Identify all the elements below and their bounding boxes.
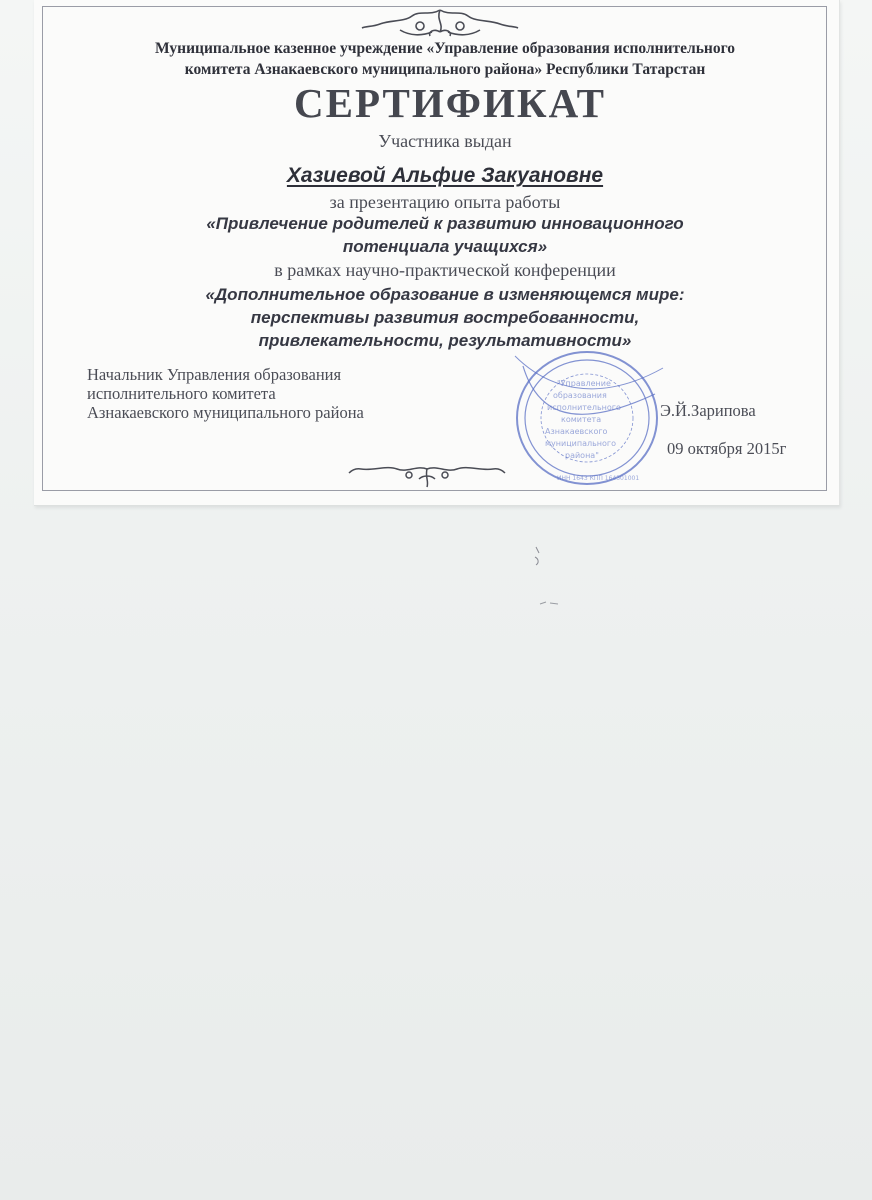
issue-date: 09 октября 2015г <box>667 439 787 458</box>
scan-smudge-icon <box>533 545 543 567</box>
conference-title-line1: «Дополнительное образование в изменяющемся мире: <box>205 285 685 304</box>
official-stamp-icon <box>505 346 665 501</box>
issuer-header <box>60 38 830 80</box>
conference-label: в рамках научно-практической конференции <box>274 260 616 280</box>
bottom-ornament-icon <box>347 463 507 491</box>
work-title-line1: «Привлечение родителей к развитию инновационного <box>206 214 684 233</box>
signatory-line3: Азнакаевского муниципального района <box>87 403 364 422</box>
scan-smudge-icon <box>538 594 562 602</box>
signatory-line2: исполнительного комитета <box>87 384 276 403</box>
svg-text:муниципального: муниципального <box>545 439 617 448</box>
svg-text:Азнакаевского: Азнакаевского <box>545 427 608 436</box>
recipient-name: Хазиевой Альфие Закуановне <box>286 164 604 187</box>
certificate-title: СЕРТИФИКАТ <box>294 80 606 126</box>
svg-text:исполнительного: исполнительного <box>547 403 621 412</box>
conference-title-line3: привлекательности, результативности» <box>258 331 632 350</box>
conference-title-line2: перспективы развития востребованности, <box>250 308 640 327</box>
signatory-name: Э.Й.Зарипова <box>660 401 756 420</box>
signatory-position <box>87 365 447 422</box>
top-ornament-icon <box>360 6 520 40</box>
issuer-header-line2: комитета Азнакаевского муниципального района» Республики Татарстан <box>184 61 706 78</box>
svg-text:"Управление: "Управление <box>557 379 611 388</box>
svg-text:ИНН 1643 КПП 164301001: ИНН 1643 КПП 164301001 <box>557 475 640 482</box>
svg-text:района": района" <box>565 451 599 460</box>
svg-text:комитета: комитета <box>561 415 602 424</box>
svg-text:образования: образования <box>553 391 607 400</box>
issuer-header-line1: Муниципальное казенное учреждение «Управление образования исполнительного <box>155 40 735 57</box>
signatory-line1: Начальник Управления образования <box>87 365 342 384</box>
issued-to-label: Участника выдан <box>378 131 512 151</box>
work-title-line2: потенциала учащихся» <box>342 237 548 256</box>
for-label: за презентацию опыта работы <box>329 192 561 212</box>
